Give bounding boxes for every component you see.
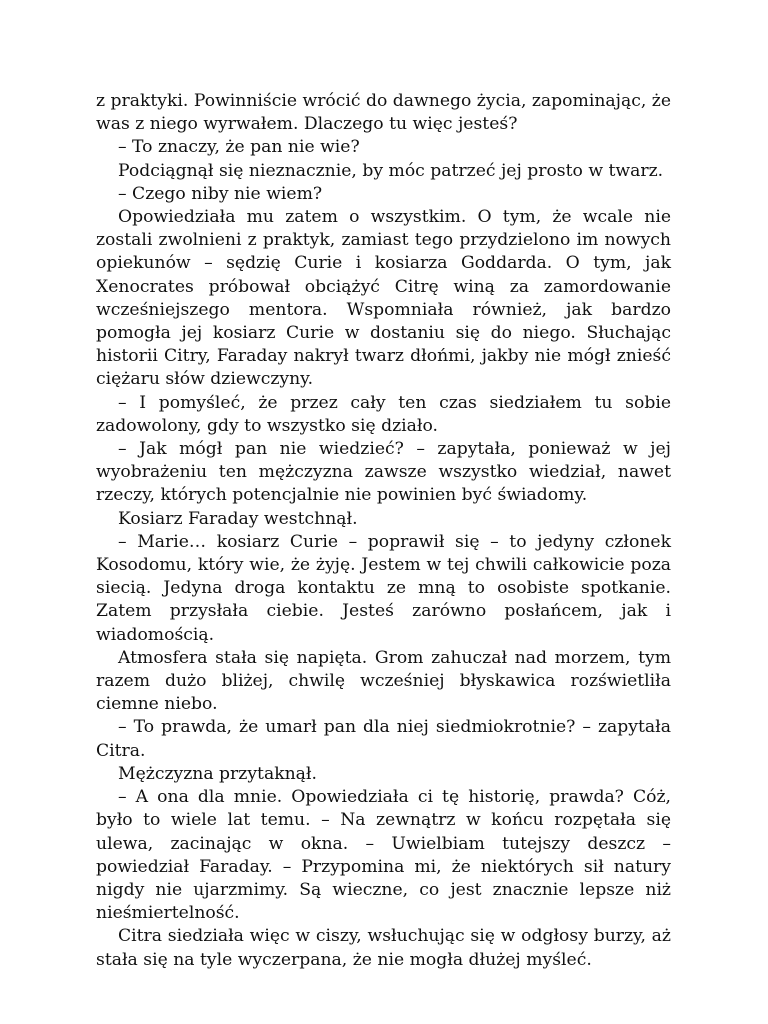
paragraph-narration: Opowiedziała mu zatem o wszystkim. O tym, że wcale nie zostali zwolnieni z praktyk, zamiast tego przydzielono im nowych opiekunów – sędzię Curie i kosiarza Goddarda. O tym, jak Xenocrates próbował obciążyć Citrę winą za zamordowanie wcześniejszego mentora. Wspomniała również, jak bardzo pomogła jej kosiarz Curie w dostaniu się do niego. Słuchając historii Citry, Faraday nakrył twarz dłońmi, jakby nie mógł znieść ciężaru słów dziewczyny. [96,207,671,390]
paragraph-narration: Citra siedziała więc w ciszy, wsłuchując się w odgłosy burzy, aż stała się na tyle wyczerpana, że nie mogła dłużej myśleć. [96,926,671,970]
paragraph-narration: Kosiarz Faraday westchnął. [118,508,358,529]
paragraph-dialogue: – To prawda, że umarł pan dla niej siedmiokrotnie? – zapytała Citra. [96,717,671,761]
paragraph-dialogue: – Czego niby nie wiem? [118,183,323,204]
paragraph-dialogue: – Jak mógł pan nie wiedzieć? – zapytała, ponieważ w jej wyobrażeniu ten mężczyzna zawsze wszystko wiedział, nawet rzeczy, których potencjalnie nie powinien być świadomy. [96,439,671,506]
paragraph-continued: z praktyki. Powinniście wrócić do dawnego życia, zapominając, że was z niego wyrwałem. Dlaczego tu więc jesteś? [96,91,671,135]
paragraph-dialogue: – A ona dla mnie. Opowiedziała ci tę historię, prawda? Cóż, było to wiele lat temu. – Na zewnątrz w końcu rozpętała się ulewa, zacinając w okna. – Uwielbiam tutejszy deszcz – powiedział Faraday. – Przypomina mi, że niektórych sił natury nigdy nie ujarzmimy. Są wieczne, co jest znacznie lepsze niż nieśmiertelność. [96,787,671,924]
paragraph-narration: Podciągnął się nieznacznie, by móc patrzeć jej prosto w twarz. [118,160,664,181]
paragraph-dialogue: – To znaczy, że pan nie wie? [118,137,360,158]
paragraph-narration: Atmosfera stała się napięta. Grom zahuczał nad morzem, tym razem dużo bliżej, chwilę wcześniej błyskawica rozświetliła ciemne niebo. [96,647,671,715]
paragraph-dialogue: – I pomyśleć, że przez cały ten czas siedziałem tu sobie zadowolony, gdy to wszystko się działo. [96,392,671,436]
book-page-text [96,90,671,972]
paragraph-narration: Mężczyzna przytaknął. [118,763,317,784]
paragraph-dialogue: – Marie… kosiarz Curie – poprawił się – to jedyny członek Kosodomu, który wie, że żyję. Jestem w tej chwili całkowicie poza siecią. Jedyna droga kontaktu ze mną to osobiste spotkanie. Zatem przysłała ciebie. Jesteś zarówno posłańcem, jak i wiadomością. [96,531,671,645]
